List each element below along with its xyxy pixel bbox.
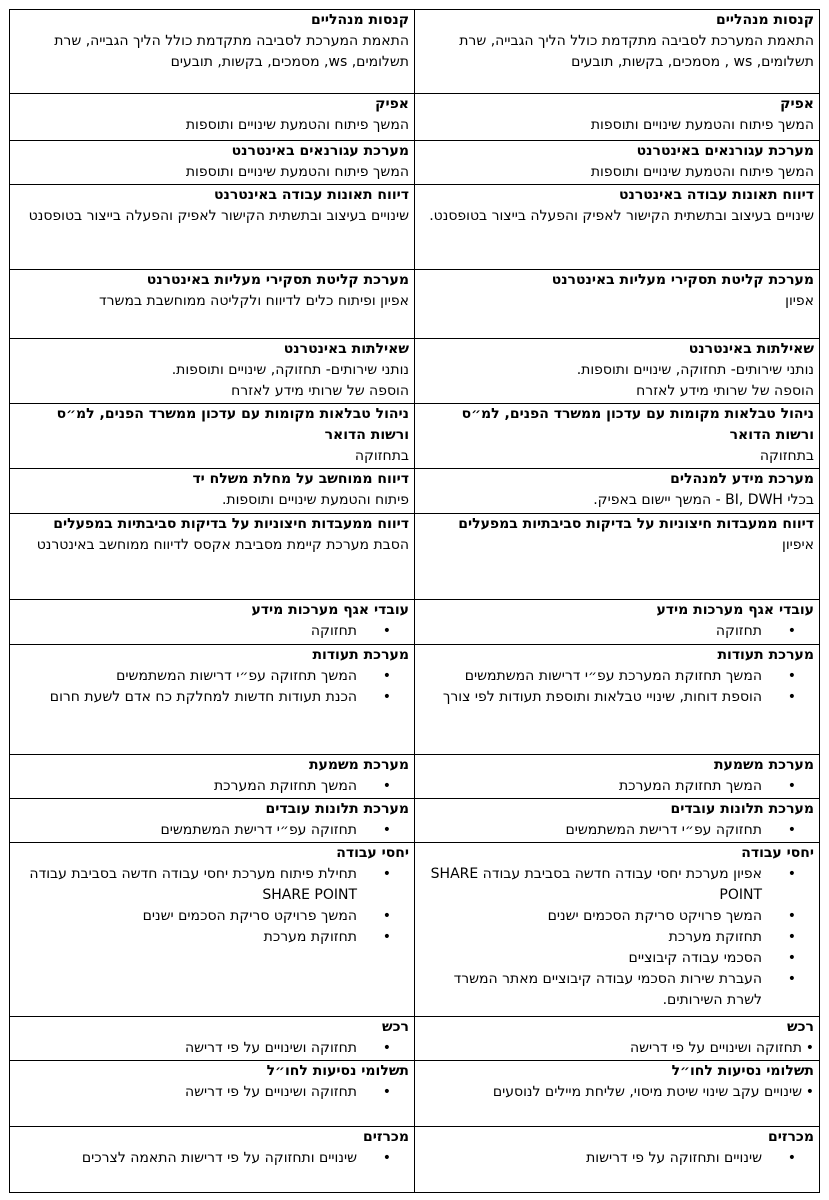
cell-title: קנסות מנהליים [311, 12, 409, 28]
table-row [10, 843, 820, 1017]
cell-title: דיווח תאונות עבודה באינטרנט [214, 187, 409, 203]
cell-title: אפיק [780, 96, 814, 112]
cell-title: דיווח ממעבדות חיצוניות על בדיקות סביבתיות במפעלים [458, 516, 814, 532]
bullet-list [420, 1082, 814, 1103]
table-row [10, 1061, 820, 1127]
document-table-body [10, 10, 820, 1193]
left-column-cell [10, 645, 415, 755]
table-row [10, 514, 820, 600]
list-item: • המשך פרויקט סריקת הסכמים ישנים [420, 906, 814, 927]
right-column-cell [415, 799, 820, 843]
cell-text: שינויים בעיצוב ובתשתית הקישור לאפיק והפעלה בייצור בטופסנט. [429, 208, 814, 224]
cell-title: מערכת מידע למנהלים [670, 471, 814, 487]
cell-title: מערכת קליטת תסקירי מעליות באינטרנט [551, 272, 814, 288]
left-column-cell [10, 469, 415, 514]
cell-title: ניהול טבלאות מקומות עם עדכון ממשרד הפנים, למ״ס ורשות הדואר [56, 406, 409, 443]
cell-text: אפיון [785, 293, 814, 309]
cell-text: נותני שירותים- תחזוקה, שינויים ותוספות. [171, 362, 409, 378]
cell-text: הוספה של שרותי מידע לאזרח [636, 383, 814, 399]
cell-text: התאמת המערכת לסביבה מתקדמת כולל הליך הגבייה, שרת תשלומים, ws , מסמכים, בקשות, תובעים [459, 33, 814, 70]
cell-title: דיווח ממעבדות חיצוניות על בדיקות סביבתיות במפעלים [53, 516, 409, 532]
right-column-cell [415, 141, 820, 185]
table-row [10, 185, 820, 270]
table-row [10, 1017, 820, 1061]
list-item: • תחזוקה עפ״י דרישת המשתמשים [15, 820, 409, 841]
cell-title: שאילתות באינטרנט [283, 341, 409, 357]
bullet-list [15, 864, 409, 948]
cell-text: נותני שירותים- תחזוקה, שינויים ותוספות. [576, 362, 814, 378]
cell-text: פיתוח והטמעת שינויים ותוספות. [221, 492, 409, 508]
left-column-cell [10, 404, 415, 469]
list-item: • המשך פרויקט סריקת הסכמים ישנים [15, 906, 409, 927]
right-column-cell [415, 645, 820, 755]
table-row [10, 645, 820, 755]
cell-text: התאמת המערכת לסביבה מתקדמת כולל הליך הגבייה, שרת תשלומים, ws, מסמכים, בקשות, תובעים [54, 33, 409, 70]
cell-text: בכלי BI, DWH - המשך יישום באפיק. [593, 492, 814, 508]
bullet-list [15, 1082, 409, 1103]
left-column-cell [10, 141, 415, 185]
right-column-cell [415, 404, 820, 469]
list-item: • הכנת תעודות חדשות למחלקת כח אדם לשעת חרום [15, 687, 409, 708]
cell-title: מכרזים [363, 1129, 409, 1145]
left-column-cell [10, 1127, 415, 1193]
list-item: • הסכמי עבודה קיבוציים [420, 948, 814, 969]
cell-text: שינויים בעיצוב ובתשתית הקישור לאפיק והפעלה בייצור בטופסנט [28, 208, 409, 224]
table-row [10, 469, 820, 514]
list-item: • שינויים עקב שינוי שיטת מיסוי, שליחת מיילים לנוסעים [420, 1082, 814, 1103]
bullet-list [420, 776, 814, 797]
left-column-cell [10, 185, 415, 270]
left-column-cell [10, 270, 415, 339]
cell-title: מערכת קליטת תסקירי מעליות באינטרנט [146, 272, 409, 288]
bullet-list [15, 621, 409, 642]
left-column-cell [10, 600, 415, 645]
bullet-list [15, 666, 409, 708]
cell-title: שאילתות באינטרנט [688, 341, 814, 357]
list-item: • המשך תחזוקה עפ״י דרישות המשתמשים [15, 666, 409, 687]
left-column-cell [10, 514, 415, 600]
cell-text: המשך פיתוח והטמעת שינויים ותוספות [590, 164, 814, 180]
cell-title: מערכת תעודות [312, 647, 409, 663]
right-column-cell [415, 270, 820, 339]
list-item: • המשך תחזוקת המערכת עפ״י דרישות המשתמשים [420, 666, 814, 687]
list-item: • תחזוקת מערכת [420, 927, 814, 948]
cell-text: איפיון [782, 537, 814, 553]
list-item: • שינויים ותחזוקה על פי דרישות [420, 1148, 814, 1169]
cell-text: הוספה של שרותי מידע לאזרח [231, 383, 409, 399]
left-column-cell [10, 1017, 415, 1061]
cell-title: מכרזים [768, 1129, 814, 1145]
list-item: • אפיון מערכת יחסי עבודה חדשה בסביבת עבודה SHARE POINT [420, 864, 814, 906]
cell-title: מערכת משמעת [308, 757, 409, 773]
table-row [10, 404, 820, 469]
table-row [10, 1127, 820, 1193]
cell-title: מערכת משמעת [713, 757, 814, 773]
cell-title: עובדי אגף מערכות מידע [656, 602, 814, 618]
right-column-cell [415, 755, 820, 799]
bullet-list [15, 820, 409, 841]
left-column-cell [10, 10, 415, 94]
cell-title: אפיק [375, 96, 409, 112]
cell-text: הסבת מערכת קיימת מסביבת אקסס לדיווח ממוחשב באינטרנט [36, 537, 409, 553]
table-row [10, 270, 820, 339]
cell-text: אפיון ופיתוח כלים לדיווח ולקליטה ממוחשבת במשרד [99, 293, 409, 309]
right-column-cell [415, 469, 820, 514]
cell-text: המשך פיתוח והטמעת שינויים ותוספות [185, 117, 409, 133]
cell-text: המשך פיתוח והטמעת שינויים ותוספות [185, 164, 409, 180]
bullet-list [420, 621, 814, 642]
list-item: • תחזוקת מערכת [15, 927, 409, 948]
right-column-cell [415, 600, 820, 645]
left-column-cell [10, 843, 415, 1017]
bullet-list [15, 776, 409, 797]
right-column-cell [415, 1061, 820, 1127]
right-column-cell [415, 843, 820, 1017]
table-row [10, 141, 820, 185]
bullet-list [420, 1148, 814, 1169]
bullet-list [420, 1038, 814, 1059]
cell-title: ניהול טבלאות מקומות עם עדכון ממשרד הפנים, למ״ס ורשות הדואר [461, 406, 814, 443]
list-item: • תחזוקה [15, 621, 409, 642]
list-item: • תחזוקה ושינויים על פי דרישה [15, 1082, 409, 1103]
bullet-list [15, 1148, 409, 1169]
cell-text: בתחזוקה [354, 448, 409, 464]
left-column-cell [10, 799, 415, 843]
bullet-list [420, 820, 814, 841]
cell-title: רכש [787, 1019, 814, 1035]
document-table [9, 9, 820, 1193]
cell-title: מערכת תלונות עובדים [265, 801, 409, 817]
table-row [10, 94, 820, 141]
bullet-list [420, 864, 814, 1011]
list-item: • העברת שירות הסכמי עבודה קיבוציים מאתר המשרד לשרת השירותים. [420, 969, 814, 1011]
cell-title: קנסות מנהליים [716, 12, 814, 28]
table-row [10, 755, 820, 799]
left-column-cell [10, 94, 415, 141]
bullet-list [15, 1038, 409, 1059]
table-row [10, 799, 820, 843]
right-column-cell [415, 185, 820, 270]
right-column-cell [415, 339, 820, 404]
cell-title: דיווח ממוחשב על מחלת משלח יד [192, 471, 409, 487]
list-item: • המשך תחזוקת המערכת [420, 776, 814, 797]
left-column-cell [10, 1061, 415, 1127]
right-column-cell [415, 94, 820, 141]
cell-title: מערכת עגורנאים באינטרנט [231, 143, 409, 159]
cell-title: יחסי עבודה [741, 845, 814, 861]
list-item: • תחזוקה ושינויים על פי דרישה [15, 1038, 409, 1059]
cell-title: עובדי אגף מערכות מידע [251, 602, 409, 618]
cell-title: יחסי עבודה [336, 845, 409, 861]
table-row [10, 339, 820, 404]
left-column-cell [10, 755, 415, 799]
list-item: • תחזוקה ושינויים על פי דרישה [420, 1038, 814, 1059]
list-item: • תחילת פיתוח מערכת יחסי עבודה חדשה בסביבת עבודה SHARE POINT [15, 864, 409, 906]
cell-title: תשלומי נסיעות לחו״ל [266, 1063, 409, 1079]
right-column-cell [415, 1127, 820, 1193]
list-item: • המשך תחזוקת המערכת [15, 776, 409, 797]
table-row [10, 10, 820, 94]
list-item: • הוספת דוחות, שינויי טבלאות ותוספת תעודות לפי צורך [420, 687, 814, 708]
left-column-cell [10, 339, 415, 404]
cell-title: רכש [382, 1019, 409, 1035]
bullet-list [420, 666, 814, 708]
list-item: • תחזוקה עפ״י דרישת המשתמשים [420, 820, 814, 841]
cell-title: מערכת עגורנאים באינטרנט [636, 143, 814, 159]
right-column-cell [415, 1017, 820, 1061]
table-row [10, 600, 820, 645]
cell-title: מערכת תלונות עובדים [670, 801, 814, 817]
cell-title: תשלומי נסיעות לחו״ל [671, 1063, 814, 1079]
list-item: • תחזוקה [420, 621, 814, 642]
list-item: • שינויים ותחזוקה על פי דרישות התאמה לצרכים [15, 1148, 409, 1169]
cell-title: מערכת תעודות [717, 647, 814, 663]
cell-title: דיווח תאונות עבודה באינטרנט [619, 187, 814, 203]
cell-text: בתחזוקה [759, 448, 814, 464]
cell-text: המשך פיתוח והטמעת שינויים ותוספות [590, 117, 814, 133]
right-column-cell [415, 10, 820, 94]
right-column-cell [415, 514, 820, 600]
